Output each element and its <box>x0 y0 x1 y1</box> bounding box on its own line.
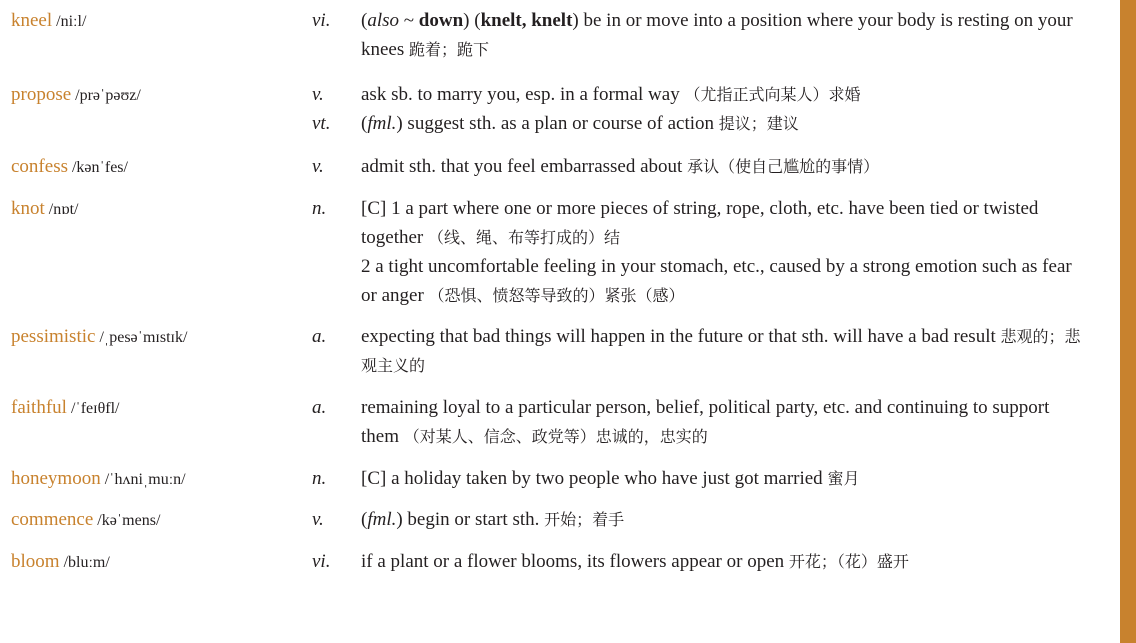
definition-text: ) begin or start sth. <box>396 509 545 530</box>
chinese-gloss: 承认（使自己尴尬的事情） <box>687 157 880 176</box>
headword <box>11 505 160 535</box>
chinese-gloss: 开花；（花）盛开 <box>788 552 909 571</box>
pronunciation: /ˈhʌniˌmuːn/ <box>104 471 186 488</box>
part-of-speech: vt. <box>312 113 331 134</box>
definition <box>361 464 1089 493</box>
definition <box>361 547 1089 576</box>
pronunciation: /bluːm/ <box>63 554 110 571</box>
definition-text: if a plant or a flower blooms, its flowers appear or open <box>361 551 789 572</box>
definition <box>361 322 1089 380</box>
definition-text: ask sb. to marry you, esp. in a formal way <box>361 84 685 105</box>
headword-text: knot <box>11 198 45 219</box>
pronunciation: /nɒt/ <box>48 201 79 218</box>
chinese-gloss: （恐惧、愤怒等导致的）紧张（感） <box>428 286 685 305</box>
accent-side-bar <box>1120 0 1136 643</box>
definition-text: ~ <box>399 10 419 31</box>
definition-text: down <box>418 10 464 31</box>
headword-text: kneel <box>11 10 53 31</box>
chinese-gloss: （对某人、信念、政党等）忠诚的，忠实的 <box>403 427 708 446</box>
pronunciation: /ˈfeɪθfl/ <box>70 400 120 417</box>
definition-text: knelt, knelt <box>480 10 573 31</box>
headword-text: confess <box>11 156 68 177</box>
definition-text: ) be in or move into a position where your body is resting on your knees <box>361 10 1073 60</box>
definition <box>361 152 1089 181</box>
definition-text: admit sth. that you feel embarrassed about <box>361 156 688 177</box>
chinese-gloss: 蜜月 <box>827 469 860 488</box>
part-of-speech: n. <box>312 198 327 219</box>
definition <box>361 393 1089 451</box>
definition-text: ( <box>361 509 368 530</box>
definition-text: [C] 1 a part where one or more pieces of string, rope, cloth, etc. have been tied or twisted together <box>361 198 1039 248</box>
definition-text: [C] a holiday taken by two people who have just got married <box>361 468 828 489</box>
definition-text: ) ( <box>463 10 481 31</box>
definition-text: ( <box>361 10 368 31</box>
headword <box>11 152 128 182</box>
pronunciation: /ˌpesəˈmɪstɪk/ <box>99 329 188 346</box>
definition-text: ) suggest sth. as a plan or course of action <box>396 113 719 134</box>
definition <box>361 194 1089 310</box>
pronunciation: /kəˈmens/ <box>97 512 161 529</box>
part-of-speech: vi. <box>312 10 331 31</box>
definition-text: fml. <box>367 113 397 134</box>
part-of-speech: a. <box>312 397 327 418</box>
part-of-speech: a. <box>312 326 327 347</box>
headword-text: pessimistic <box>11 326 96 347</box>
chinese-gloss: 提议；建议 <box>718 114 799 133</box>
part-of-speech: vi. <box>312 551 331 572</box>
headword-text: honeymoon <box>11 468 101 489</box>
headword <box>11 547 110 577</box>
pronunciation: /kənˈfes/ <box>71 159 128 176</box>
headword <box>11 322 187 352</box>
chinese-gloss: 跪着；跪下 <box>409 40 490 59</box>
headword <box>11 194 78 224</box>
definition <box>361 80 1089 109</box>
definition-text: also <box>367 10 400 31</box>
chinese-gloss: （线、绳、布等打成的）结 <box>428 228 621 247</box>
headword-text: propose <box>11 84 72 105</box>
part-of-speech: v. <box>312 509 324 530</box>
headword-text: bloom <box>11 551 60 572</box>
definition-text: remaining loyal to a particular person, belief, political party, etc. and continuing to support them <box>361 397 1050 447</box>
chinese-gloss: 开始；着手 <box>544 510 625 529</box>
headword <box>11 393 119 423</box>
chinese-gloss: 悲观的；悲观主义的 <box>361 327 1081 375</box>
definition <box>361 6 1089 64</box>
definition-text: ( <box>361 113 368 134</box>
part-of-speech: v. <box>312 84 324 105</box>
part-of-speech: n. <box>312 468 327 489</box>
headword-text: commence <box>11 509 94 530</box>
pronunciation: /prəˈpəʊz/ <box>75 87 141 104</box>
pronunciation: /niːl/ <box>56 13 87 30</box>
headword-text: faithful <box>11 397 67 418</box>
headword <box>11 80 141 110</box>
chinese-gloss: （尤指正式向某人）求婚 <box>684 85 861 104</box>
definition <box>361 505 1089 534</box>
part-of-speech: v. <box>312 156 324 177</box>
definition <box>361 109 1089 138</box>
definition-text: expecting that bad things will happen in the future or that sth. will have a bad result <box>361 326 1001 347</box>
headword <box>11 464 186 494</box>
headword <box>11 6 86 36</box>
definition-text: fml. <box>367 509 397 530</box>
definition-text: 2 a tight uncomfortable feeling in your stomach, etc., caused by a strong emotion such as fear or anger <box>361 256 1072 306</box>
